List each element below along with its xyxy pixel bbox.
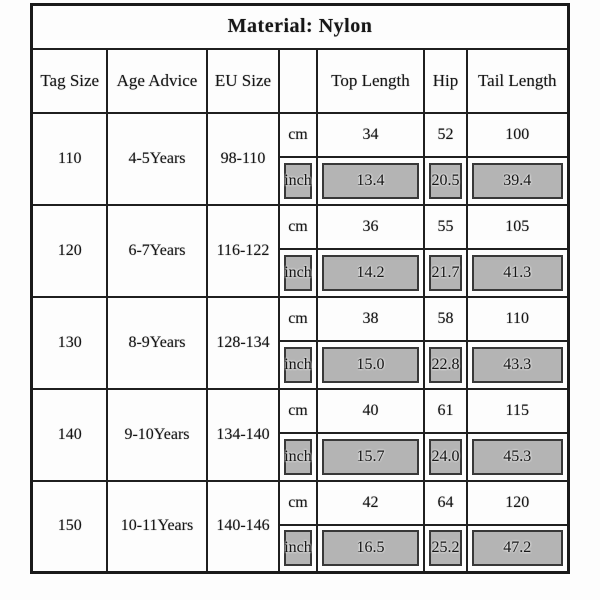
tail-length-cm-cell: 100 — [467, 113, 568, 157]
col-header-tag-size: Tag Size — [32, 49, 107, 113]
material-title: Material: Nylon — [32, 5, 568, 49]
highlighted-value: 39.4 — [472, 163, 563, 199]
hip-cm-cell: 52 — [424, 113, 467, 157]
age-advice-cell: 10-11Years — [107, 481, 207, 573]
hip-inch-cell — [424, 249, 467, 297]
highlighted-value: 41.3 — [472, 255, 563, 291]
tag-size-cell: 120 — [32, 205, 107, 297]
tail-length-inch-cell — [467, 433, 568, 481]
tag-size-cell: 140 — [32, 389, 107, 481]
highlighted-value: 25.2 — [429, 530, 462, 566]
unit-inch-label: inch — [284, 255, 312, 291]
hip-inch-cell — [424, 433, 467, 481]
top-length-inch-cell — [317, 525, 424, 573]
highlighted-value: 21.7 — [429, 255, 462, 291]
col-header-age-advice: Age Advice — [107, 49, 207, 113]
highlighted-value: 47.2 — [472, 530, 563, 566]
tail-length-inch-cell — [467, 525, 568, 573]
eu-size-cell: 116-122 — [207, 205, 279, 297]
table-row — [32, 481, 568, 525]
age-advice-cell: 6-7Years — [107, 205, 207, 297]
col-header-eu-size: EU Size — [207, 49, 279, 113]
hip-cm-cell: 55 — [424, 205, 467, 249]
highlighted-value: 45.3 — [472, 439, 563, 475]
top-length-cm-cell: 34 — [317, 113, 424, 157]
age-advice-cell: 9-10Years — [107, 389, 207, 481]
col-header-unit-blank — [279, 49, 317, 113]
hip-inch-cell — [424, 525, 467, 573]
table-row — [32, 205, 568, 249]
eu-size-cell: 134-140 — [207, 389, 279, 481]
unit-inch-cell — [279, 249, 317, 297]
unit-cm-label: cm — [279, 205, 317, 249]
tail-length-cm-cell: 115 — [467, 389, 568, 433]
col-header-hip: Hip — [424, 49, 467, 113]
col-header-top-length: Top Length — [317, 49, 424, 113]
highlighted-value: 24.0 — [429, 439, 462, 475]
tag-size-cell: 110 — [32, 113, 107, 205]
top-length-inch-cell — [317, 157, 424, 205]
eu-size-cell: 140-146 — [207, 481, 279, 573]
unit-cm-label: cm — [279, 297, 317, 341]
unit-cm-label: cm — [279, 113, 317, 157]
top-length-cm-cell: 38 — [317, 297, 424, 341]
highlighted-value: 20.5 — [429, 163, 462, 199]
highlighted-value: 14.2 — [322, 255, 419, 291]
highlighted-value: 13.4 — [322, 163, 419, 199]
unit-inch-cell — [279, 433, 317, 481]
eu-size-cell: 98-110 — [207, 113, 279, 205]
table-row — [32, 297, 568, 341]
table-row — [32, 113, 568, 157]
hip-cm-cell: 64 — [424, 481, 467, 525]
unit-inch-label: inch — [284, 163, 312, 199]
hip-inch-cell — [424, 341, 467, 389]
hip-cm-cell: 58 — [424, 297, 467, 341]
eu-size-cell: 128-134 — [207, 297, 279, 389]
unit-inch-label: inch — [284, 530, 312, 566]
top-length-cm-cell: 42 — [317, 481, 424, 525]
tag-size-cell: 130 — [32, 297, 107, 389]
unit-cm-label: cm — [279, 481, 317, 525]
tail-length-cm-cell: 105 — [467, 205, 568, 249]
tail-length-inch-cell — [467, 341, 568, 389]
top-length-cm-cell: 36 — [317, 205, 424, 249]
col-header-tail-length: Tail Length — [467, 49, 568, 113]
age-advice-cell: 8-9Years — [107, 297, 207, 389]
hip-cm-cell: 61 — [424, 389, 467, 433]
highlighted-value: 15.7 — [322, 439, 419, 475]
unit-cm-label: cm — [279, 389, 317, 433]
top-length-inch-cell — [317, 249, 424, 297]
tail-length-inch-cell — [467, 249, 568, 297]
column-header-row — [32, 49, 568, 113]
highlighted-value: 16.5 — [322, 530, 419, 566]
tail-length-inch-cell — [467, 157, 568, 205]
table-row — [32, 389, 568, 433]
tail-length-cm-cell: 120 — [467, 481, 568, 525]
unit-inch-cell — [279, 341, 317, 389]
top-length-cm-cell: 40 — [317, 389, 424, 433]
tail-length-cm-cell: 110 — [467, 297, 568, 341]
age-advice-cell: 4-5Years — [107, 113, 207, 205]
title-row — [32, 5, 568, 49]
unit-inch-label: inch — [284, 347, 312, 383]
highlighted-value: 15.0 — [322, 347, 419, 383]
top-length-inch-cell — [317, 341, 424, 389]
tag-size-cell: 150 — [32, 481, 107, 573]
hip-inch-cell — [424, 157, 467, 205]
highlighted-value: 43.3 — [472, 347, 563, 383]
unit-inch-cell — [279, 157, 317, 205]
top-length-inch-cell — [317, 433, 424, 481]
unit-inch-cell — [279, 525, 317, 573]
unit-inch-label: inch — [284, 439, 312, 475]
size-table — [30, 3, 569, 574]
highlighted-value: 22.8 — [429, 347, 462, 383]
